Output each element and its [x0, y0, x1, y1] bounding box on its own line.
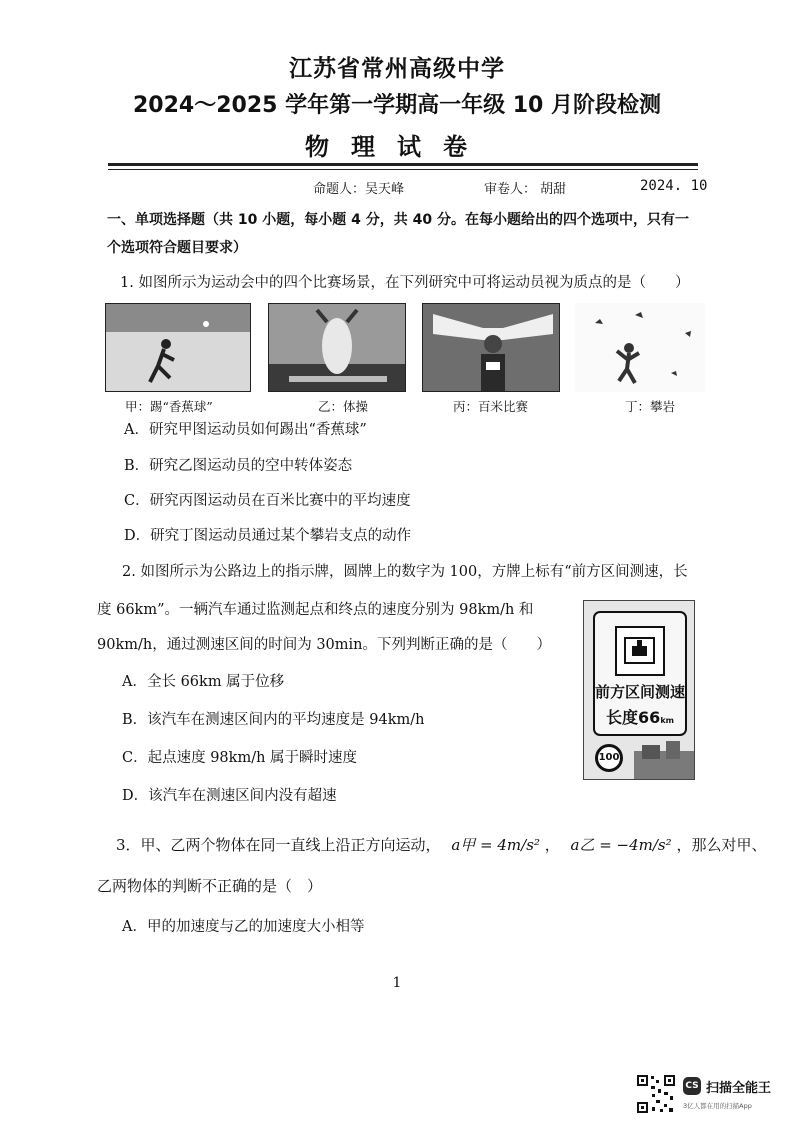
sign-text-line2 — [595, 705, 685, 728]
q1-option-a: A．研究甲图运动员如何踢出“香蕉球” — [124, 422, 367, 438]
q3-accel-jia: a甲 = 4m/s² — [451, 836, 540, 854]
camscanner-logo: CS — [683, 1077, 701, 1095]
subject-title: 物理试卷 — [305, 133, 489, 161]
speed-limit-sign: 100 — [595, 744, 623, 772]
reviewer-label: 审卷人： 胡甜 — [484, 182, 567, 197]
exam-title: 2024～2025 学年第一学期高一年级 10 月阶段检测 — [132, 93, 662, 118]
q1-stem: 1. 如图所示为运动会中的四个比赛场景，在下列研究中可将运动员视为质点的是（ ） — [120, 275, 690, 291]
q2-stem-line3: 90km/h，通过测速区间的时间为 30min。下列判断正确的是（ ） — [97, 637, 551, 653]
q3-separator: ， — [544, 836, 560, 854]
photo-sprint — [422, 303, 560, 392]
speed-camera-icon — [615, 626, 665, 676]
photo-soccer — [105, 303, 251, 392]
q3-stem-prefix: 3．甲、乙两个物体在同一直线上沿正方向运动， — [116, 836, 441, 854]
header-rule-thin — [108, 169, 698, 170]
q3-stem-suffix: ，那么对甲、 — [676, 836, 767, 854]
q3-stem-line1 — [116, 835, 766, 855]
section-heading-line1: 一、单项选择题（共 10 小题，每小题 4 分，共 40 分。在每小题给出的四个选项中，只有一 — [107, 212, 689, 228]
caption-sprint: 丙：百米比赛 — [453, 399, 529, 414]
exam-meta — [0, 178, 794, 198]
sign-length: 长度66 — [606, 708, 661, 727]
speed-zone-sign-photo — [583, 600, 695, 780]
caption-gymnastics: 乙：体操 — [318, 399, 369, 414]
section-heading-line2: 个选项符合题目要求） — [107, 240, 247, 256]
q2-stem-line1: 2. 如图所示为公路边上的指示牌，圆牌上的数字为 100，方牌上标有“前方区间测速，长 — [122, 564, 688, 580]
sign-unit: km — [660, 716, 674, 725]
q3-accel-yi: a乙 = −4m/s² — [570, 836, 672, 854]
scanner-watermark — [636, 1074, 786, 1114]
q2-option-c: C．起点速度 98km/h 属于瞬时速度 — [122, 750, 358, 766]
page-number: 1 — [392, 975, 402, 991]
q1-option-c: C．研究丙图运动员在百米比赛中的平均速度 — [124, 493, 411, 509]
q3-stem-line2: 乙两物体的判断不正确的是（ ） — [97, 877, 323, 895]
scanner-app-name: 扫描全能王 — [706, 1081, 772, 1096]
q1-option-d: D．研究丁图运动员通过某个攀岩支点的动作 — [124, 528, 412, 544]
q2-option-b: B．该汽车在测速区间内的平均速度是 94km/h — [122, 712, 425, 728]
school-title: 江苏省常州高级中学 — [289, 56, 505, 82]
q2-option-a: A．全长 66km 属于位移 — [122, 674, 285, 690]
scanner-app-slogan: 3亿人都在用的扫描App — [683, 1102, 752, 1110]
qr-code-icon — [636, 1074, 676, 1114]
q3-option-a: A．甲的加速度与乙的加速度大小相等 — [122, 919, 365, 935]
speed-zone-sign-board — [593, 611, 687, 736]
q1-option-b: B．研究乙图运动员的空中转体姿态 — [124, 458, 353, 474]
q2-stem-line2: 度 66km”。一辆汽车通过监测起点和终点的速度分别为 98km/h 和 — [97, 602, 534, 618]
caption-soccer: 甲：踢“香蕉球” — [125, 399, 213, 414]
caption-climbing: 丁：攀岩 — [625, 399, 676, 414]
header-rule-thick — [108, 163, 698, 166]
roadside-scenery — [634, 741, 694, 779]
photo-gymnastics — [268, 303, 406, 392]
q2-option-d: D．该汽车在测速区间内没有超速 — [122, 788, 337, 804]
sign-text-line1: 前方区间测速 — [595, 683, 686, 701]
author-label: 命题人：吴天峰 — [313, 182, 405, 197]
photo-climbing — [575, 303, 705, 392]
exam-date: 2024. 10 — [640, 178, 708, 194]
